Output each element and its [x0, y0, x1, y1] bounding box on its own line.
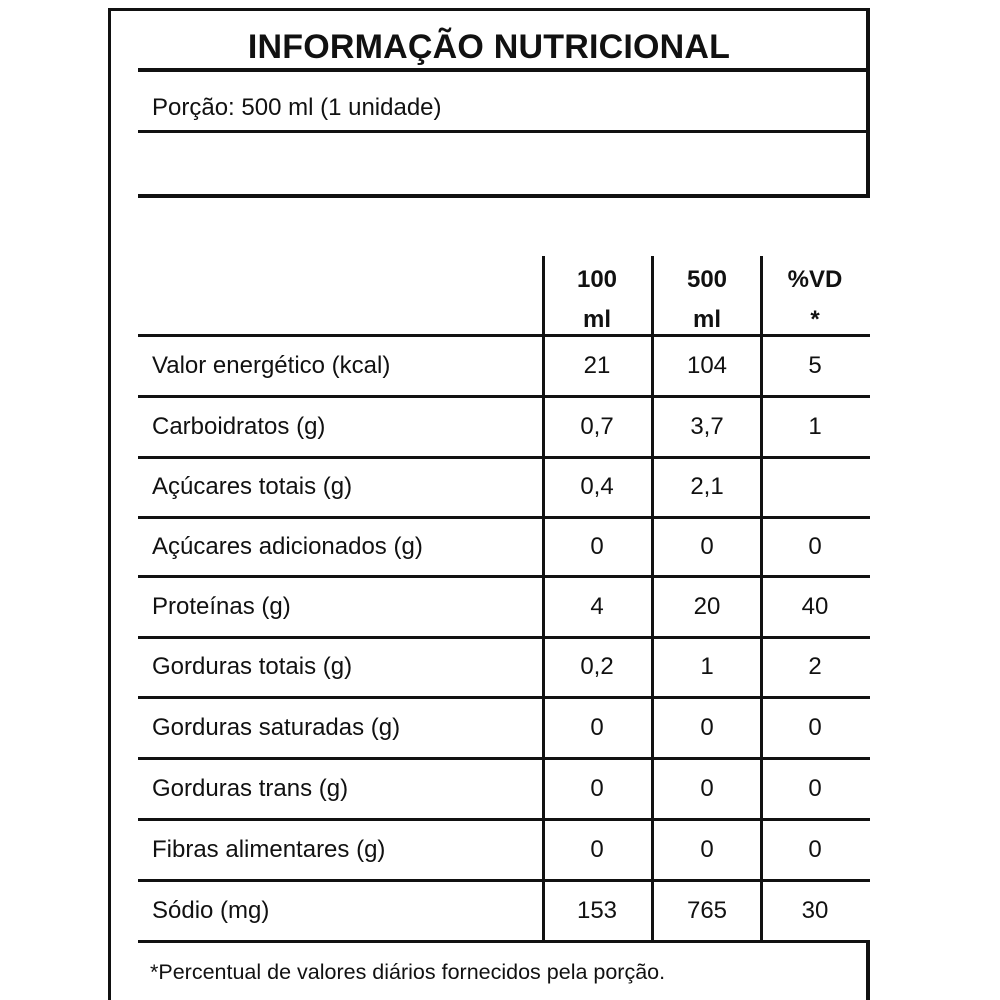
top-border	[108, 8, 870, 11]
value-100ml: 0	[590, 836, 604, 863]
column-header-500ml	[654, 260, 760, 340]
column-header-vd	[762, 260, 868, 340]
right-border-bottom	[866, 943, 870, 1000]
value-vd: 40	[801, 593, 829, 620]
table-row	[108, 397, 870, 457]
table-row	[108, 759, 870, 819]
table-row	[108, 698, 870, 758]
table-row	[108, 820, 870, 880]
value-500ml: 2,1	[690, 473, 724, 500]
value-500ml: 20	[693, 593, 721, 620]
value-500ml: 0	[700, 533, 714, 560]
value-500ml: 1	[700, 653, 714, 680]
value-100ml: 0	[590, 533, 604, 560]
value-100ml: 0,4	[580, 473, 614, 500]
value-vd: 5	[808, 352, 822, 379]
nutrient-label: Gorduras trans (g)	[152, 775, 349, 802]
nutrient-label: Valor energético (kcal)	[152, 352, 391, 379]
table-row	[108, 457, 870, 517]
portion-divider	[138, 130, 870, 133]
table-row	[108, 336, 870, 396]
table-row	[108, 637, 870, 697]
column-header-line: %VD	[787, 266, 843, 293]
value-vd: 0	[808, 836, 822, 863]
column-header-line: ml	[692, 306, 721, 333]
column-header-line: *	[810, 306, 820, 333]
value-100ml: 4	[590, 593, 604, 620]
nutrient-label: Proteínas (g)	[152, 593, 291, 620]
value-vd: 30	[801, 897, 829, 924]
value-100ml: 0	[590, 714, 604, 741]
value-500ml: 3,7	[690, 413, 724, 440]
value-100ml: 21	[583, 352, 611, 379]
value-100ml: 0	[590, 775, 604, 802]
value-500ml: 0	[700, 775, 714, 802]
value-vd: 0	[808, 714, 822, 741]
table-row	[108, 517, 870, 577]
column-header-line: ml	[582, 306, 611, 333]
value-100ml: 0,7	[580, 413, 614, 440]
blank-divider	[138, 194, 870, 198]
value-vd: 0	[808, 533, 822, 560]
nutrient-label: Açúcares totais (g)	[152, 473, 353, 500]
nutrient-label: Sódio (mg)	[152, 897, 270, 924]
table-title: INFORMAÇÃO NUTRICIONAL	[247, 28, 731, 66]
value-vd: 1	[808, 413, 822, 440]
footnote: *Percentual de valores diários fornecidos pela porção.	[150, 960, 666, 984]
nutrient-label: Gorduras saturadas (g)	[152, 714, 401, 741]
table-row	[108, 881, 870, 941]
value-500ml: 0	[700, 714, 714, 741]
nutrient-label: Gorduras totais (g)	[152, 653, 353, 680]
value-500ml: 104	[686, 352, 728, 379]
value-500ml: 765	[686, 897, 728, 924]
column-header-line: 100	[576, 266, 618, 293]
title-divider	[138, 68, 870, 72]
nutrient-label: Fibras alimentares (g)	[152, 836, 386, 863]
value-100ml: 0,2	[580, 653, 614, 680]
column-header-100ml	[544, 260, 650, 340]
value-vd: 2	[808, 653, 822, 680]
nutrient-label: Carboidratos (g)	[152, 413, 326, 440]
value-vd: 0	[808, 775, 822, 802]
portion-text: Porção: 500 ml (1 unidade)	[152, 94, 442, 121]
nutrient-label: Açúcares adicionados (g)	[152, 533, 423, 560]
column-header-line: 500	[686, 266, 728, 293]
table-row	[108, 577, 870, 637]
nutrition-label	[108, 8, 870, 1000]
value-500ml: 0	[700, 836, 714, 863]
value-100ml: 153	[576, 897, 618, 924]
